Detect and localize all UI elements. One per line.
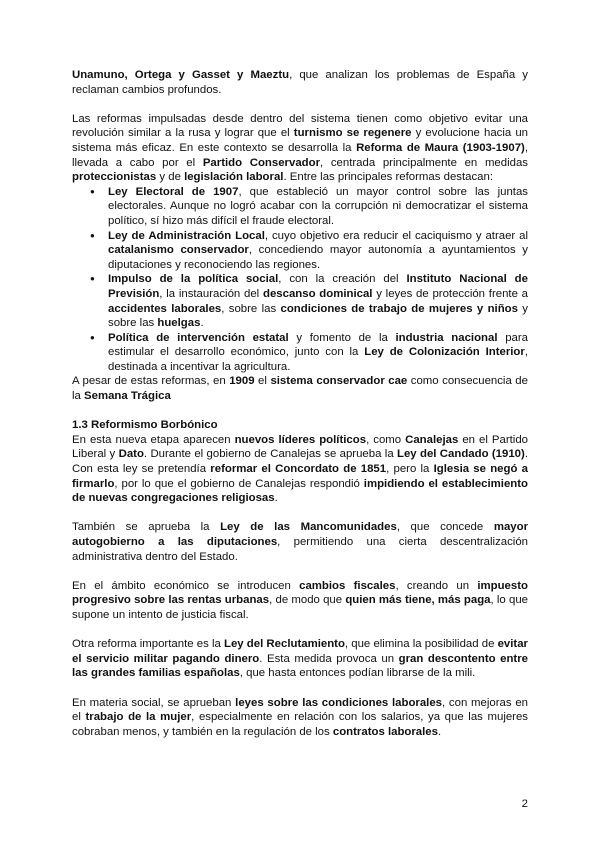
paragraph-maura-reform: Las reformas impulsadas desde dentro del sistema tienen como objetivo evitar una revolución similar a la rusa y lograr que el turnismo se regenere y evolucione hacia un sistema más eficaz. En este contexto se desarrolla la Reforma de Maura (1903-1907), llevada a cabo por el Partido Conservador, centrada principalmente en medidas proteccionistas y de legislación laboral. Entre las principales reformas destacan: (72, 112, 528, 184)
paragraph-intro-continued: Unamuno, Ortega y Gasset y Maeztu, que analizan los problemas de España y reclaman cambios profundos. (72, 69, 528, 96)
section-heading: 1.3 Reformismo Borbónico (72, 419, 218, 432)
paragraph-labour: En materia social, se aprueban leyes sobre las condiciones laborales, con mejoras en el trabajo de la mujer, especialmente en relación con los salarios, ya que las mujeres cobraban menos, y también en la regulación de los contratos laborales. (72, 696, 529, 738)
paragraph-canalejas: En esta nueva etapa aparecen nuevos líderes políticos, como Canalejas en el Partido Liberal y Dato. Durante el gobierno de Canalejas se aprueba la Ley del Candado (1910). Con esta ley se pretendía reformar el Concordato de 1851, pero la Iglesia se negó a firmarlo, por lo que el gobierno de Canalejas respondió impidiendo el establecimiento de nuevas congregaciones religiosas. (72, 433, 529, 505)
list-item-electoral-law: ● Ley Electoral de 1907, que estableció un mayor control sobre las juntas electorales. Aunque no logró acabar con la corrupción ni democratizar el sistema político, sí hizo más difícil el fraude electoral. (108, 185, 528, 229)
list-item-state-intervention: ● Política de intervención estatal y fomento de la industria nacional para estimular el desarrollo económico, junto con la Ley de Colonización Interior, destinada a incentivar la agricultura. (108, 331, 528, 375)
paragraph-fiscal: En el ámbito económico se introducen cambios fiscales, creando un impuesto progresivo sobre las rentas urbanas, de modo que quien más tiene, más paga, lo que supone un intento de justicia fiscal. (72, 579, 528, 621)
paragraph-mancomunidades: También se aprueba la Ley de las Mancomunidades, que concede mayor autogobierno a las diputaciones, permitiendo una cierta descentralización administrativa dentro del Estado. (72, 521, 529, 563)
list-item-local-administration: ● Ley de Administración Local, cuyo objetivo era reducir el caciquismo y atraer al catalanismo conservador, concediendo mayor autonomía a ayuntamientos y diputaciones y reconociendo las regiones. (108, 229, 528, 273)
paragraph-recruitment: Otra reforma importante es la Ley del Reclutamiento, que elimina la posibilidad de evitar el servicio militar pagando dinero. Esta medida provoca un gran descontento entre las grandes familias españolas, que hasta entonces podían librarse de la mili. (72, 638, 528, 680)
paragraph-conservative-fall: A pesar de estas reformas, en 1909 el sistema conservador cae como consecuencia de la Semana Trágica (72, 375, 528, 403)
reforms-list (72, 185, 528, 375)
document-page (72, 68, 528, 739)
list-item-social-policy: ● Impulso de la política social, con la creación del Instituto Nacional de Previsión, la instauración del descanso dominical y leyes de protección frente a accidentes laborales, sobre las condiciones de trabajo de mujeres y niños y sobre las huelgas. (108, 272, 528, 330)
page-number: 2 (521, 798, 528, 810)
